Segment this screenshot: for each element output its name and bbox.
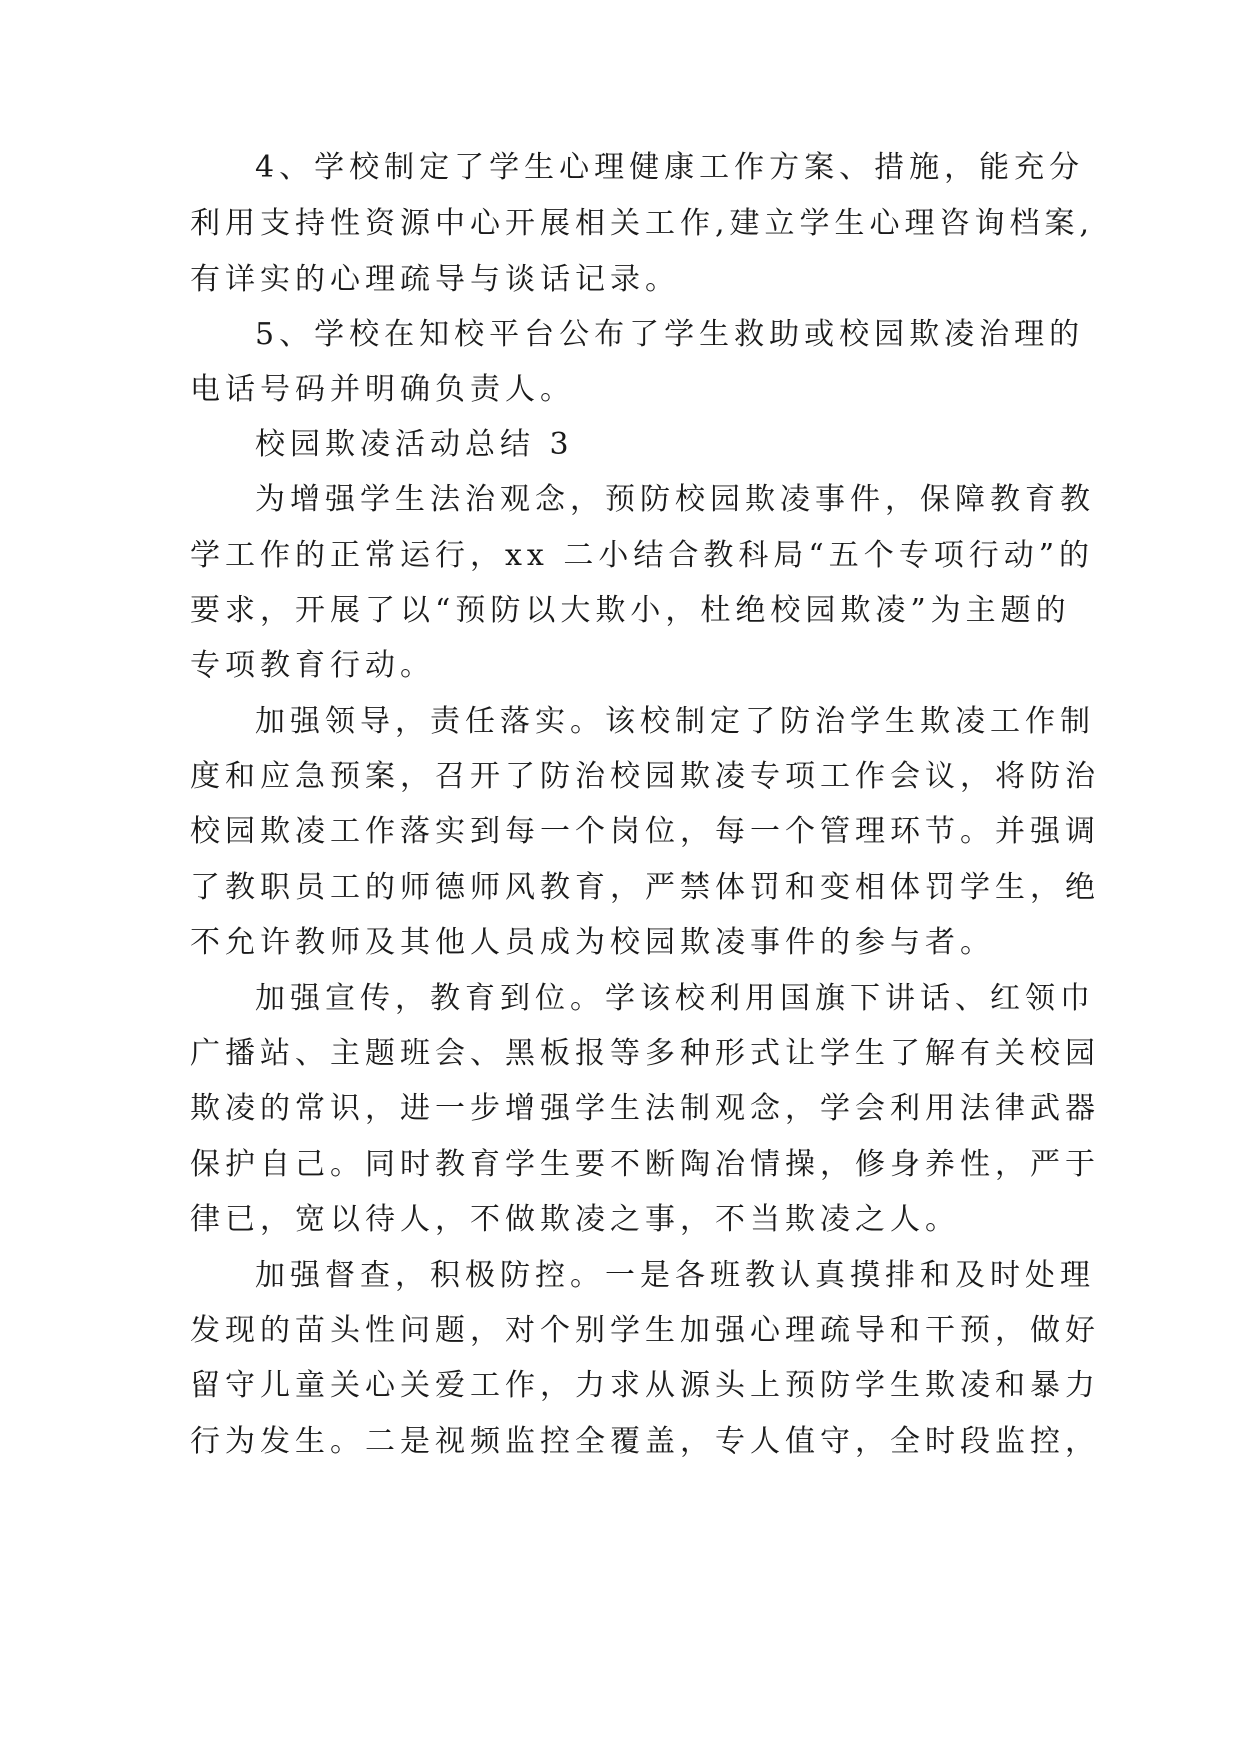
text-line: 留守儿童关心关爱工作，力求从源头上预防学生欺凌和暴力 (190, 1368, 1100, 1403)
text-line: 4、学校制定了学生心理健康工作方案、措施，能充分 (255, 150, 1085, 185)
text-line: 了教职员工的师德师风教育，严禁体罚和变相体罚学生，绝 (190, 870, 1100, 905)
text-line: 为增强学生法治观念，预防校园欺凌事件，保障教育教 (255, 482, 1095, 517)
text-line: 保护自己。同时教育学生要不断陶冶情操，修身养性，严于 (190, 1147, 1100, 1182)
text-line: 加强领导，责任落实。该校制定了防治学生欺凌工作制 (255, 704, 1095, 739)
text-line: 加强督查，积极防控。一是各班教认真摸排和及时处理 (255, 1258, 1095, 1293)
text-line: 加强宣传，教育到位。学该校利用国旗下讲话、红领巾 (255, 981, 1095, 1016)
text-line: 5、学校在知校平台公布了学生救助或校园欺凌治理的 (255, 317, 1085, 352)
text-line: 校园欺凌工作落实到每一个岗位，每一个管理环节。并强调 (190, 814, 1100, 849)
section-title: 校园欺凌活动总结 3 (255, 427, 574, 462)
text-line: 专项教育行动。 (190, 648, 435, 683)
text-line: 学工作的正常运行，xx 二小结合教科局“五个专项行动”的 (190, 538, 1095, 573)
text-line: 律已，宽以待人，不做欺凌之事，不当欺凌之人。 (190, 1202, 960, 1237)
text-line: 不允许教师及其他人员成为校园欺凌事件的参与者。 (190, 925, 995, 960)
text-line: 要求，开展了以“预防以大欺小，杜绝校园欺凌”为主题的 (190, 593, 1071, 628)
text-line: 欺凌的常识，进一步增强学生法制观念，学会利用法律武器 (190, 1091, 1100, 1126)
text-line: 利用支持性资源中心开展相关工作,建立学生心理咨询档案, (190, 206, 1095, 241)
text-line: 广播站、主题班会、黑板报等多种形式让学生了解有关校园 (190, 1036, 1100, 1071)
text-line: 度和应急预案，召开了防治校园欺凌专项工作会议，将防治 (190, 759, 1100, 794)
text-line: 有详实的心理疏导与谈话记录。 (190, 262, 680, 297)
text-line: 发现的苗头性问题，对个别学生加强心理疏导和干预，做好 (190, 1313, 1100, 1348)
text-line: 行为发生。二是视频监控全覆盖，专人值守，全时段监控， (190, 1424, 1100, 1459)
text-line: 电话号码并明确负责人。 (190, 372, 575, 407)
